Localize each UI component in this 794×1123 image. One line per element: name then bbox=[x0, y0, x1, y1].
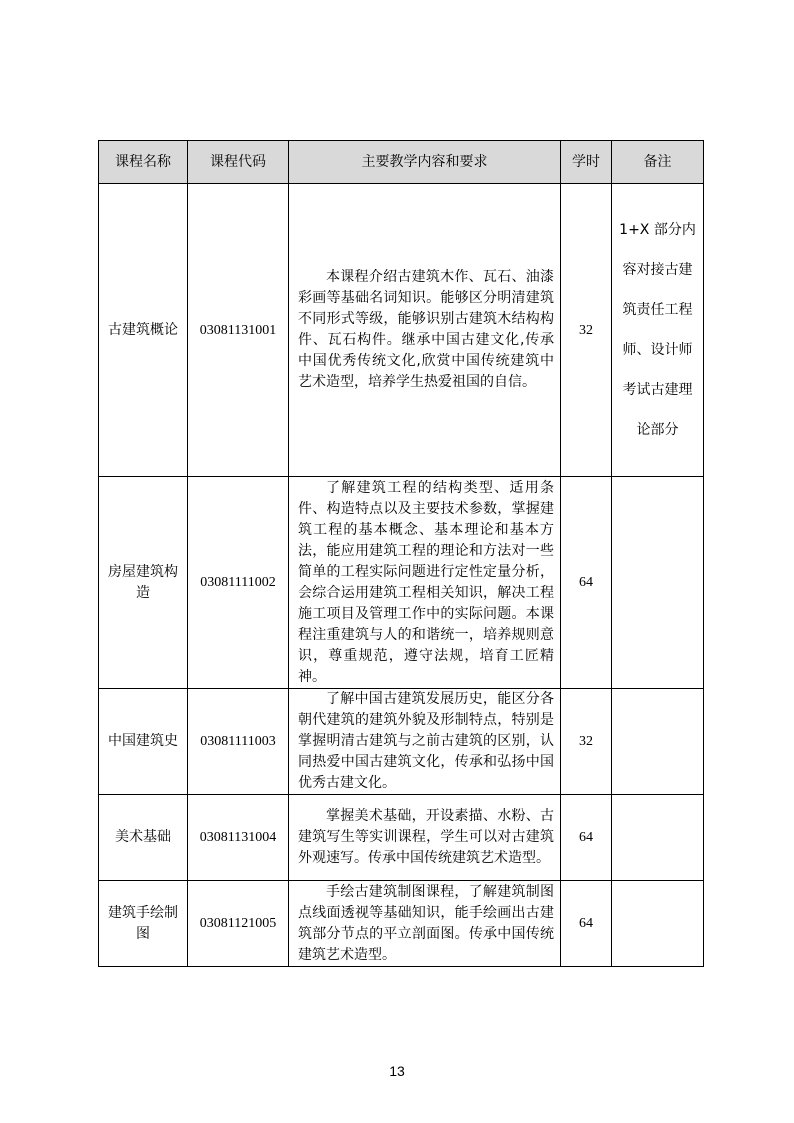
table-row bbox=[99, 881, 704, 967]
course-content-cell bbox=[289, 881, 561, 967]
course-content-text: 了解中国古建筑发展历史，能区分各朝代建筑的建筑外貌及形制特点，特别是掌握明清古建筑与之前古建筑的区别，认同热爱中国古建筑文化，传承和弘扬中国优秀古建文化。 bbox=[298, 691, 554, 791]
course-hours-cell: 32 bbox=[561, 689, 612, 795]
course-content-cell bbox=[289, 477, 561, 689]
table-row bbox=[99, 184, 704, 477]
course-hours-cell: 64 bbox=[561, 881, 612, 967]
header-notes: 备注 bbox=[612, 141, 704, 184]
course-code-cell: 03081121005 bbox=[188, 881, 289, 967]
course-code-cell: 03081131001 bbox=[188, 184, 289, 477]
course-name-cell: 古建筑概论 bbox=[99, 184, 188, 477]
page-number: 13 bbox=[389, 1063, 405, 1079]
course-content-text: 本课程介绍古建筑木作、瓦石、油漆彩画等基础名词知识。能够区分明清建筑不同形式等级，能够识别古建筑木结构构件、瓦石构件。继承中国古建文化,传承中国优秀传统文化,欣赏中国传统建筑中艺术造型，培养学生热爱祖国的自信。 bbox=[298, 269, 554, 390]
course-notes-cell bbox=[612, 795, 704, 881]
header-course-code: 课程代码 bbox=[188, 141, 289, 184]
table-row bbox=[99, 689, 704, 795]
course-hours-cell: 64 bbox=[561, 477, 612, 689]
course-notes-cell bbox=[612, 477, 704, 689]
course-code-cell: 03081131004 bbox=[188, 795, 289, 881]
header-course-name: 课程名称 bbox=[99, 141, 188, 184]
course-content-cell bbox=[289, 689, 561, 795]
course-notes-cell: 1+X 部分内容对接古建筑责任工程师、设计师考试古建理论部分 bbox=[612, 184, 704, 477]
course-code-cell: 03081111002 bbox=[188, 477, 289, 689]
course-name-cell: 美术基础 bbox=[99, 795, 188, 881]
course-content-text: 掌握美术基础，开设素描、水粉、古建筑写生等实训课程，学生可以对古建筑外观速写。传承中国传统建筑艺术造型。 bbox=[298, 808, 554, 866]
course-content-text: 手绘古建筑制图课程，了解建筑制图点线面透视等基础知识，能手绘画出古建筑部分节点的平立剖面图。传承中国传统建筑艺术造型。 bbox=[298, 883, 554, 963]
course-notes-cell bbox=[612, 881, 704, 967]
course-name-cell: 中国建筑史 bbox=[99, 689, 188, 795]
header-hours: 学时 bbox=[561, 141, 612, 184]
course-code-cell: 03081111003 bbox=[188, 689, 289, 795]
course-name-cell: 建筑手绘制图 bbox=[99, 881, 188, 967]
course-hours-cell: 64 bbox=[561, 795, 612, 881]
course-content-text: 了解建筑工程的结构类型、适用条件、构造特点以及主要技术参数，掌握建筑工程的基本概念、基本理论和基本方法，能应用建筑工程的理论和方法对一些简单的工程实际问题进行定性定量分析，会综合运用建筑工程相关知识，解决工程施工项目及管理工作中的实际问题。本课程注重建筑与人的和谐统一，培养规则意识，尊重规范，遵守法规，培育工匠精神。 bbox=[298, 479, 554, 685]
course-content-cell bbox=[289, 795, 561, 881]
header-course-content: 主要教学内容和要求 bbox=[289, 141, 561, 184]
course-content-cell bbox=[289, 184, 561, 477]
course-name-cell: 房屋建筑构造 bbox=[99, 477, 188, 689]
course-notes-cell bbox=[612, 689, 704, 795]
header-row bbox=[99, 141, 704, 184]
table-row bbox=[99, 795, 704, 881]
course-hours-cell: 32 bbox=[561, 184, 612, 477]
table-row bbox=[99, 477, 704, 689]
course-table bbox=[98, 140, 704, 967]
